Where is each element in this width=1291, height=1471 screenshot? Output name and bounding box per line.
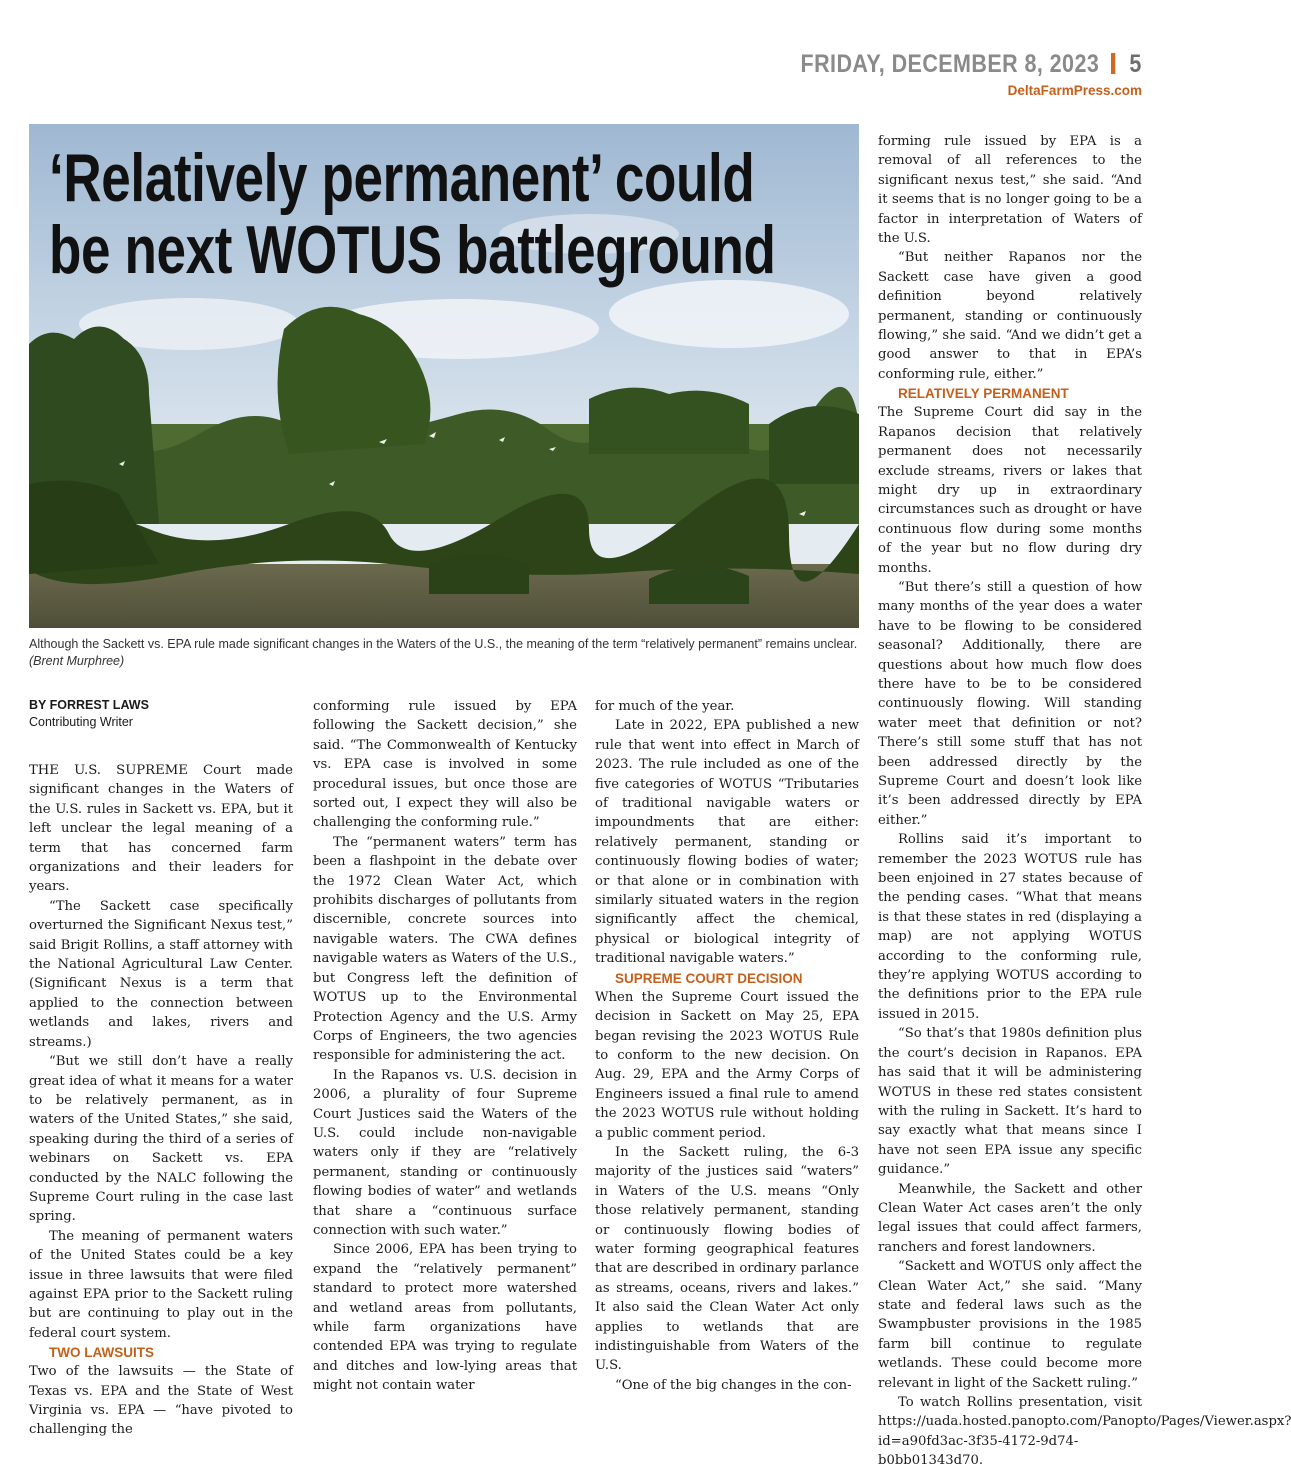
paragraph: conforming rule issued by EPA following the Sackett decision,” she said. “The Commonwealth of Kentucky vs. EPA case is involved in some procedural issues, but once those are sorted out, I expect they will also be challenging the conforming rule.” — [313, 699, 577, 831]
paragraph: “But there’s still a question of how many months of the year does a water have to be flowing to be considered seasonal? Additionally, there are questions about how much flow does there have to be to be considered continuously flowing. Will standing water meet that definition or not? There’s still some stuff that has not been addressed directly by the Supreme Court and doesn’t look like it’s been addressed directly by EPA either.” — [878, 579, 1142, 828]
headline-line-1: ‘Relatively permanent’ could — [49, 140, 755, 216]
paragraph: “But neither Rapanos nor the Sackett case have given a good definition beyond relatively permanent, standing or continuously flowing,” she said. “And we didn’t get a good answer to that in EPA’s conforming rule, either.” — [878, 250, 1142, 382]
paragraph: “Sackett and WOTUS only affect the Clean Water Act,” she said. “Many state and federal laws such as the Swampbuster provisions in the 1985 farm bill continue to regulate wetlands. These could become more relevant in light of the Sackett ruling.” — [878, 1259, 1142, 1391]
site-url[interactable]: DeltaFarmPress.com — [1007, 83, 1142, 98]
subhead-supreme-court-decision: SUPREME COURT DECISION — [615, 970, 803, 986]
paragraph: To watch Rollins presentation, visit https://uada.hosted.panopto.com/Panopto/Pages/Viewer.aspx?id=a90fd3ac-3f35-4172-9d74-b0bb01343d70. — [878, 1395, 1291, 1469]
issue-date-header — [801, 50, 1142, 79]
paragraph: “The Sackett case specifically overturned the Significant Nexus test,” said Brigit Rollins, a staff attorney with the National Agricultural Law Center. (Significant Nexus is a term that applied to the connection between wetlands and lakes, rivers and streams.) — [29, 898, 293, 1050]
paragraph: forming rule issued by EPA is a removal of all references to the significant nexus test,” she said. “And it seems that is no longer going to be a factor in interpretation of Waters of the U.S. — [878, 134, 1142, 247]
byline-role: Contributing Writer — [29, 715, 133, 729]
paragraph: Late in 2022, EPA published a new rule that went into effect in March of 2023. The rule included as one of the five categories of WOTUS “Tributaries of traditional navigable waters or impoundments that are either: relatively permanent, standing or continuously flowing bodies of water; or that alone or in combination with similarly situated waters in the region significantly affect the chemical, physical or biological integrity of traditional navigable waters.” — [595, 718, 859, 967]
paragraph: “But we still don’t have a really great idea of what it means for a water to be relatively permanent, as in waters of the United States,” she said, speaking during the third of a series of webinars on Sackett vs. EPA conducted by the NALC following the Supreme Court ruling in the case last spring. — [29, 1054, 293, 1225]
article-column-1 — [29, 697, 293, 1440]
paragraph: Since 2006, EPA has been trying to expand the “relatively permanent” standard to protect more watershed and wetland areas from pollutants, while farm organizations have contended EPA was trying to regulate and ditches and low-lying areas that might not contain water — [313, 1242, 577, 1394]
paragraph: Rollins said it’s important to remember the 2023 WOTUS rule has been enjoined in 27 states because of the pending cases. “What that means is that these states in red (displaying a map) are not applying WOTUS according to the conforming rule, they’re applying WOTUS according to the definitions prior to the EPA rule issued in 2015. — [878, 832, 1142, 1022]
paragraph: In the Rapanos vs. U.S. decision in 2006, a plurality of four Supreme Court Justices said the Waters of the U.S. could include non-navigable waters only if they are “relatively permanent, standing or continuously flowing bodies of water” and wetlands that share a “continuous surface connection with such water.” — [313, 1067, 577, 1238]
paragraph: “So that’s that 1980s definition plus the court’s decision in Rapanos. EPA has said that it will be administering WOTUS in these red states consistent with the ruling in Sackett. It’s hard to say exactly what that means since I have not seen EPA issue any specific guidance.” — [878, 1026, 1142, 1178]
article-column-3 — [595, 697, 859, 1395]
photo-caption — [29, 636, 859, 670]
page-number: 5 — [1129, 50, 1142, 78]
paragraph: for much of the year. — [595, 699, 735, 714]
caption-text: Although the Sackett vs. EPA rule made significant changes in the Waters of the U.S., the meaning of the term “relatively permanent” remains unclear. — [29, 637, 858, 651]
headline-line-2: be next WOTUS battleground — [49, 212, 776, 288]
header-divider-bar — [1112, 53, 1116, 74]
lead-photo — [29, 124, 859, 628]
issue-date: FRIDAY, DECEMBER 8, 2023 — [800, 50, 1100, 78]
paragraph: Two of the lawsuits — the State of Texas vs. EPA and the State of West Virginia vs. EPA — “have pivoted to challenging the — [29, 1364, 293, 1438]
photo-credit: (Brent Murphree) — [29, 654, 125, 668]
headline — [49, 142, 776, 286]
paragraph: The “permanent waters” term has been a flashpoint in the debate over the 1972 Clean Water Act, which prohibits discharges of pollutants from discernible, concrete sources into navigable waters. The CWA defines navigable waters as Waters of the U.S., but Congress left the definition of WOTUS up to the Environmental Protection Agency and the U.S. Army Corps of Engineers, the two agencies responsible for administering the act. — [313, 834, 577, 1064]
paragraph: When the Supreme Court issued the decision in Sackett on May 25, EPA began revising the 2023 WOTUS Rule to conform to the new decision. On Aug. 29, EPA and the Army Corps of Engineers issued a final rule to amend the 2023 WOTUS rule without holding a public comment period. — [595, 989, 859, 1141]
paragraph: Meanwhile, the Sackett and other Clean Water Act cases aren’t the only legal issues that could affect farmers, ranchers and forest landowners. — [878, 1181, 1142, 1255]
paragraph: In the Sackett ruling, the 6-3 majority of the justices said “waters” in Waters of the U.S. means “Only those relatively permanent, standing or continuously flowing bodies of water forming geographical features that are described in ordinary parlance as streams, oceans, rivers and lakes.” It also said the Clean Water Act only applies to wetlands that are indistinguishable from Waters of the U.S. — [595, 1144, 859, 1374]
byline: BY FORREST LAWS — [29, 698, 149, 712]
paragraph: The Supreme Court did say in the Rapanos decision that relatively permanent does not necessarily exclude streams, rivers or lakes that might dry up in extraordinary circumstances such as drought or have continuous flow during some months of the year but no flow during dry months. — [878, 405, 1142, 576]
paragraph: The meaning of permanent waters of the United States could be a key issue in three lawsuits that were filed against EPA prior to the Sackett ruling but are continuing to play out in the federal court system. — [29, 1228, 293, 1341]
article-column-4 — [878, 132, 1291, 1471]
paragraph: “One of the big changes in the con- — [615, 1377, 852, 1393]
subhead-two-lawsuits: TWO LAWSUITS — [49, 1345, 154, 1361]
paragraph: THE U.S. SUPREME Court made significant changes in the Waters of the U.S. rules in Sackett vs. EPA, but it left unclear the legal meaning of a term that has concerned farm organizations and their leaders for years. — [29, 763, 293, 895]
article-column-2 — [313, 697, 577, 1396]
subhead-relatively-permanent: RELATIVELY PERMANENT — [898, 386, 1069, 402]
